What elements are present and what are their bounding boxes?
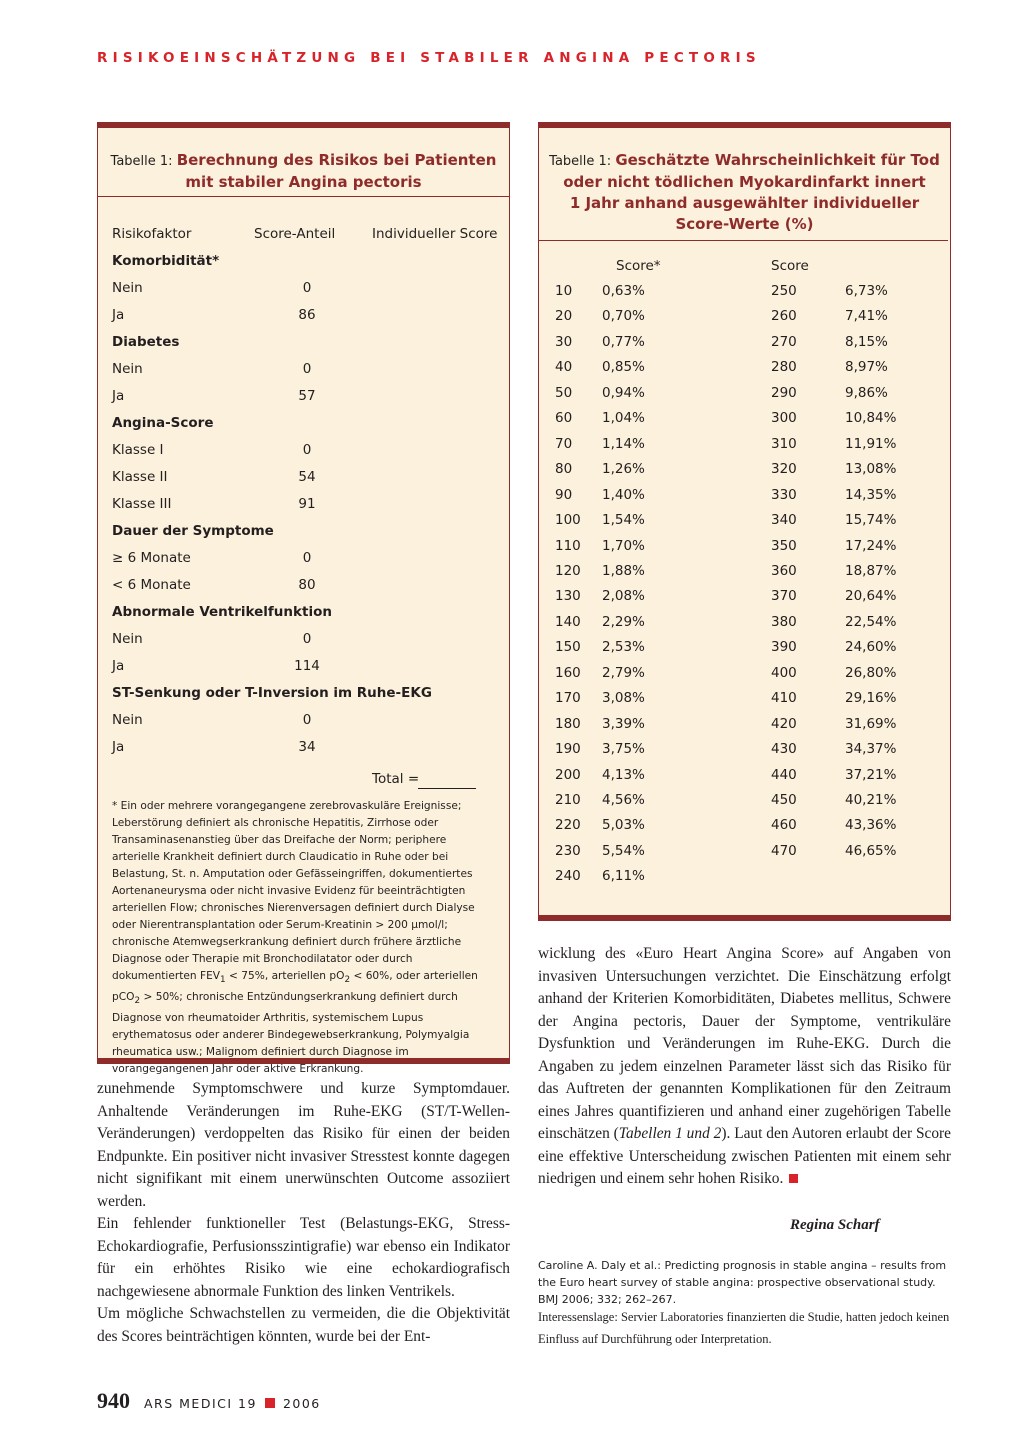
row-score: 0 — [302, 631, 312, 647]
score-right: 280 — [771, 359, 797, 376]
probability-right: 24,60% — [845, 639, 897, 656]
table-row — [555, 334, 935, 360]
table-row — [112, 496, 492, 523]
journal-year: 2006 — [282, 1396, 321, 1411]
left-para2: Ein fehlender funktioneller Test (Belastungs-EKG, Stress-Echokardiografie, Perfusionsszintigrafie) war ebenso ein Indikator für ein erhöhtes Risiko wie eine echokardiografisch nachgewiesene abnormale Funktion des linken Ventrikels. — [97, 1215, 510, 1300]
probability-right: 20,64% — [845, 588, 897, 605]
table-row — [555, 843, 935, 869]
row-score: 34 — [298, 739, 316, 755]
table2-header-score-left: Score* — [616, 258, 661, 274]
row-label: ST-Senkung oder T-Inversion im Ruhe-EKG — [112, 685, 432, 701]
row-score: 0 — [302, 280, 312, 296]
probability-right: 31,69% — [845, 715, 897, 732]
left-para1: zunehmende Symptomschwere und kurze Symptomdauer. Anhaltende Veränderungen im Ruhe-EKG (ST/T-Wellen-Veränderungen) verdoppelten das Risiko für einen der beiden Endpunkte. Ein positiver nicht invasiver Stresstest konnte dagegen nicht signifikant mit einem unerwünschten Outcome assoziiert werden. — [97, 1080, 510, 1210]
row-label: Komorbidität* — [112, 253, 220, 269]
probability-left: 0,94% — [602, 384, 645, 401]
probability-left: 0,70% — [602, 308, 645, 325]
probability-left: 1,40% — [602, 486, 645, 503]
score-left: 140 — [555, 613, 581, 630]
table-row — [112, 469, 492, 496]
score-left: 60 — [555, 410, 573, 427]
probability-right: 37,21% — [845, 766, 897, 783]
page-number: 940 — [97, 1388, 130, 1413]
probability-left: 1,88% — [602, 562, 645, 579]
score-right: 440 — [771, 766, 797, 783]
probability-left: 2,08% — [602, 588, 645, 605]
probability-left: 1,26% — [602, 461, 645, 478]
row-score: 57 — [298, 388, 316, 404]
probability-left: 4,13% — [602, 766, 645, 783]
table1-prefix: Tabelle 1: — [110, 154, 177, 169]
reference: Caroline A. Daly et al.: Predicting prognosis in stable angina – results from the Euro heart survey of stable angina: prospective observational study. BMJ 2006; 332; 262–267. — [538, 1259, 947, 1306]
probability-right: 6,73% — [845, 283, 888, 299]
row-score: 0 — [302, 442, 312, 458]
table1-title-line1: Berechnung des Risikos bei Patienten — [176, 151, 497, 169]
table2-title-line2: oder nicht tödlichen Myokardinfarkt innert — [563, 173, 926, 191]
probability-left: 1,70% — [602, 537, 645, 554]
probability-left: 3,08% — [602, 690, 645, 707]
table-row — [555, 614, 935, 640]
row-label: Diabetes — [112, 334, 180, 350]
author: Regina Scharf — [790, 1217, 880, 1233]
footnote-sub1: 1 — [220, 975, 226, 986]
table-row — [555, 283, 935, 309]
left-para3: Um mögliche Schwachstellen zu vermeiden, die die Objektivität des Scores beinträchtigen könnten, wurde bei der Ent- — [97, 1305, 510, 1345]
score-left: 90 — [555, 486, 573, 503]
score-left: 80 — [555, 461, 573, 478]
table-row — [555, 308, 935, 334]
footnote-sub3: 2 — [134, 996, 141, 1007]
score-left: 10 — [555, 283, 573, 299]
row-label: Ja — [112, 307, 125, 323]
probability-right: 17,24% — [845, 537, 897, 554]
probability-left: 2,29% — [602, 613, 645, 630]
right-para1-italic: Tabellen 1 und 2 — [618, 1125, 722, 1142]
table-row — [555, 665, 935, 691]
probability-left: 5,54% — [602, 842, 645, 859]
probability-right: 15,74% — [845, 512, 897, 529]
right-column-text — [538, 943, 951, 1191]
row-label: Nein — [112, 631, 143, 647]
footnote-part3: < 60%, oder arteriellen pCO — [112, 970, 478, 1004]
row-score: 80 — [298, 577, 316, 593]
row-score: 86 — [298, 307, 316, 323]
table-row — [555, 512, 935, 538]
row-label: Abnormale Ventrikelfunktion — [112, 604, 332, 620]
row-label: Nein — [112, 712, 143, 728]
score-left: 210 — [555, 792, 581, 808]
table-row — [555, 461, 935, 487]
table1-footnote — [112, 798, 496, 1078]
table1-caption — [98, 150, 509, 193]
table2-panel — [538, 122, 951, 921]
score-right: 410 — [771, 690, 797, 707]
score-right: 420 — [771, 715, 797, 732]
score-left: 180 — [555, 715, 581, 732]
probability-left: 1,04% — [602, 410, 645, 427]
footnote-sub2: 2 — [344, 975, 351, 986]
row-label: < 6 Monate — [112, 577, 191, 593]
probability-right: 9,86% — [845, 384, 888, 401]
probability-left: 4,56% — [602, 792, 645, 808]
score-right: 340 — [771, 512, 797, 529]
left-column-text — [97, 1078, 510, 1348]
score-right: 360 — [771, 562, 797, 579]
footer — [97, 1388, 321, 1414]
table-row — [555, 868, 935, 894]
table-row — [112, 307, 492, 334]
probability-right: 22,54% — [845, 613, 897, 630]
probability-right: 14,35% — [845, 486, 897, 503]
score-right: 470 — [771, 842, 797, 859]
score-left: 70 — [555, 435, 573, 452]
score-left: 50 — [555, 384, 573, 401]
probability-right: 46,65% — [845, 842, 897, 859]
probability-right: 40,21% — [845, 792, 897, 808]
probability-left: 6,11% — [602, 868, 645, 885]
row-label: Klasse II — [112, 469, 168, 485]
probability-right: 11,91% — [845, 435, 897, 452]
score-left: 150 — [555, 639, 581, 656]
row-label: Angina-Score — [112, 415, 214, 431]
score-right: 400 — [771, 664, 797, 681]
probability-left: 0,77% — [602, 333, 645, 350]
row-score: 54 — [298, 469, 316, 485]
table2-title-line3: 1 Jahr anhand ausgewählter individueller — [569, 194, 920, 212]
score-right: 330 — [771, 486, 797, 503]
score-left: 230 — [555, 842, 581, 859]
table-row — [112, 739, 492, 766]
row-score: 0 — [302, 550, 312, 566]
score-left: 170 — [555, 690, 581, 707]
score-right: 310 — [771, 435, 797, 452]
table-row — [555, 767, 935, 793]
table-row — [112, 604, 492, 631]
probability-left: 0,63% — [602, 283, 645, 299]
table2-title-line4: Score-Werte (%) — [675, 215, 814, 233]
row-label: Ja — [112, 388, 125, 404]
table-row — [112, 550, 492, 577]
probability-left: 2,53% — [602, 639, 645, 656]
end-mark-icon — [789, 1174, 798, 1183]
table-row — [555, 690, 935, 716]
footer-square-icon — [265, 1398, 275, 1408]
probability-right: 7,41% — [845, 308, 888, 325]
table-row — [555, 716, 935, 742]
right-para1-a: wicklung des «Euro Heart Angina Score» auf Angaben von invasiven Untersuchungen verzichtet. Die Einschätzung erfolgt anhand der Kriterien Komorbiditäten, Diabetes mellitus, Schwere der Angina pectoris, Dauer der Symptome, ventrikuläre Dysfunktion und Veränderungen im Ruhe-EKG. Durch die Angaben zu jedem einzelnen Parameter lässt sich das Risiko für das Auftreten der genannten Komplikationen für den Zeitraum eines Jahres quantifizieren und anhand einer zugehörigen Tabelle einschätzen ( — [538, 945, 951, 1142]
probability-right: 18,87% — [845, 562, 897, 579]
table1-header-individual: Individueller Score — [372, 226, 498, 242]
table-row — [112, 685, 492, 712]
row-label: Ja — [112, 658, 125, 674]
table2-title-line1: Geschätzte Wahrscheinlichkeit für Tod — [615, 151, 940, 169]
probability-right: 8,15% — [845, 333, 888, 350]
score-left: 20 — [555, 308, 573, 325]
footnote-part1: * Ein oder mehrere vorangegangene zerebrovaskuläre Ereignisse; Leberstörung definiert als chronische Hepatitis, Zirrhose oder Transaminasenanstieg über das Dreifache der Norm; periphere arterielle Krankheit definiert durch Claudicatio in Ruhe oder bei Belastung, St. n. Amputation oder Gefässeingriffen, dokumentiertes Aortenaneurysma oder nicht invasive Evidenz für beeinträchtigten arteriellen Flow; chronisches Nierenversagen definiert durch Dialyse oder Nierentransplantation oder Serum-Kreatinin > 200 µmol/l; chronische Atemwegserkrankung definiert durch frühere ärztliche Diagnose oder Therapie mit Bronchodilatator oder durch dokumentierten FEV — [112, 800, 475, 982]
probability-left: 2,79% — [602, 664, 645, 681]
table1-panel — [97, 122, 510, 1076]
table-row — [555, 639, 935, 665]
score-left: 120 — [555, 562, 581, 579]
row-label: Nein — [112, 280, 143, 296]
table-row — [112, 415, 492, 442]
row-score: 114 — [294, 658, 320, 674]
score-left: 30 — [555, 333, 573, 350]
table-row — [112, 712, 492, 739]
probability-right: 13,08% — [845, 461, 897, 478]
score-left: 240 — [555, 868, 581, 885]
score-left: 220 — [555, 817, 581, 834]
table-row — [555, 538, 935, 564]
journal-name: ARS MEDICI 19 — [144, 1396, 257, 1411]
table-row — [112, 388, 492, 415]
table1-header-risk: Risikofaktor — [112, 226, 192, 242]
score-right: 450 — [771, 792, 797, 808]
table1-total-line — [418, 788, 476, 789]
interest-statement: Interessenslage: Servier Laboratories finanzierten die Studie, hatten jedoch keinen Einfluss auf Durchführung oder Interpretation. — [538, 1310, 950, 1346]
probability-left: 1,54% — [602, 512, 645, 529]
table1-title-line2: mit stabiler Angina pectoris — [185, 173, 422, 191]
running-head: RISIKOEINSCHÄTZUNG BEI STABILER ANGINA PECTORIS — [97, 50, 761, 66]
table-row — [112, 280, 492, 307]
probability-left: 3,75% — [602, 741, 645, 758]
right-para1-b: ). Laut den Autoren erlaubt der Score eine effektive Unterscheidung zwischen Patienten mit einem sehr niedrigen und einem sehr hohen Risiko. — [538, 1125, 951, 1187]
footnote-part2: < 75%, arteriellen pO — [225, 970, 345, 982]
footnote-part4: > 50%; chronische Entzündungserkrankung definiert durch Diagnose von rheumatoider Arthritis, systemischem Lupus erythematosus oder anderer Bindegewebserkrankung, Polymyalgia rheumatica usw.; Malignom definiert durch Diagnose im vorangegangenen Jahr oder aktive Erkrankung. — [112, 991, 470, 1076]
table-row — [112, 523, 492, 550]
table-row — [555, 792, 935, 818]
score-left: 40 — [555, 359, 573, 376]
score-right: 260 — [771, 308, 797, 325]
score-right: 270 — [771, 333, 797, 350]
score-right: 460 — [771, 817, 797, 834]
table-row — [555, 487, 935, 513]
row-label: Klasse III — [112, 496, 172, 512]
table2-header-score-right: Score — [771, 258, 809, 274]
table-row — [112, 361, 492, 388]
row-score: 0 — [302, 712, 312, 728]
score-left: 100 — [555, 512, 581, 529]
table-row — [555, 817, 935, 843]
table-row — [112, 631, 492, 658]
table-row — [555, 385, 935, 411]
score-right: 370 — [771, 588, 797, 605]
table-row — [555, 563, 935, 589]
score-right: 390 — [771, 639, 797, 656]
table-row — [555, 588, 935, 614]
table-row — [112, 442, 492, 469]
table-row — [555, 359, 935, 385]
score-left: 200 — [555, 766, 581, 783]
score-right: 300 — [771, 410, 797, 427]
table1-rule — [98, 196, 509, 197]
score-right: 430 — [771, 741, 797, 758]
table2-rule — [539, 240, 948, 241]
probability-left: 0,85% — [602, 359, 645, 376]
score-right: 250 — [771, 283, 797, 299]
row-score: 0 — [302, 361, 312, 377]
probability-right: 10,84% — [845, 410, 897, 427]
score-left: 110 — [555, 537, 581, 554]
row-label: Ja — [112, 739, 125, 755]
table-row — [555, 436, 935, 462]
table1-header-share: Score-Anteil — [254, 226, 336, 242]
score-right: 380 — [771, 613, 797, 630]
probability-right: 34,37% — [845, 741, 897, 758]
row-label: Nein — [112, 361, 143, 377]
table1-total-label: Total = — [372, 771, 420, 787]
probability-right: 43,36% — [845, 817, 897, 834]
right-para1 — [538, 943, 951, 1191]
table-row — [555, 410, 935, 436]
probability-left: 3,39% — [602, 715, 645, 732]
table-row — [112, 658, 492, 685]
score-left: 190 — [555, 741, 581, 758]
table2-prefix: Tabelle 1: — [549, 154, 616, 169]
score-right: 290 — [771, 384, 797, 401]
score-left: 160 — [555, 664, 581, 681]
table-row — [112, 253, 492, 280]
probability-right: 8,97% — [845, 359, 888, 376]
probability-left: 5,03% — [602, 817, 645, 834]
table-row — [555, 741, 935, 767]
score-right: 320 — [771, 461, 797, 478]
row-label: Klasse I — [112, 442, 164, 458]
row-score: 91 — [298, 496, 316, 512]
table2-caption — [539, 150, 950, 235]
score-right: 350 — [771, 537, 797, 554]
row-label: ≥ 6 Monate — [112, 550, 191, 566]
row-label: Dauer der Symptome — [112, 523, 274, 539]
probability-right: 26,80% — [845, 664, 897, 681]
probability-left: 1,14% — [602, 435, 645, 452]
table-row — [112, 577, 492, 604]
table-row — [112, 334, 492, 361]
probability-right: 29,16% — [845, 690, 897, 707]
score-left: 130 — [555, 588, 581, 605]
